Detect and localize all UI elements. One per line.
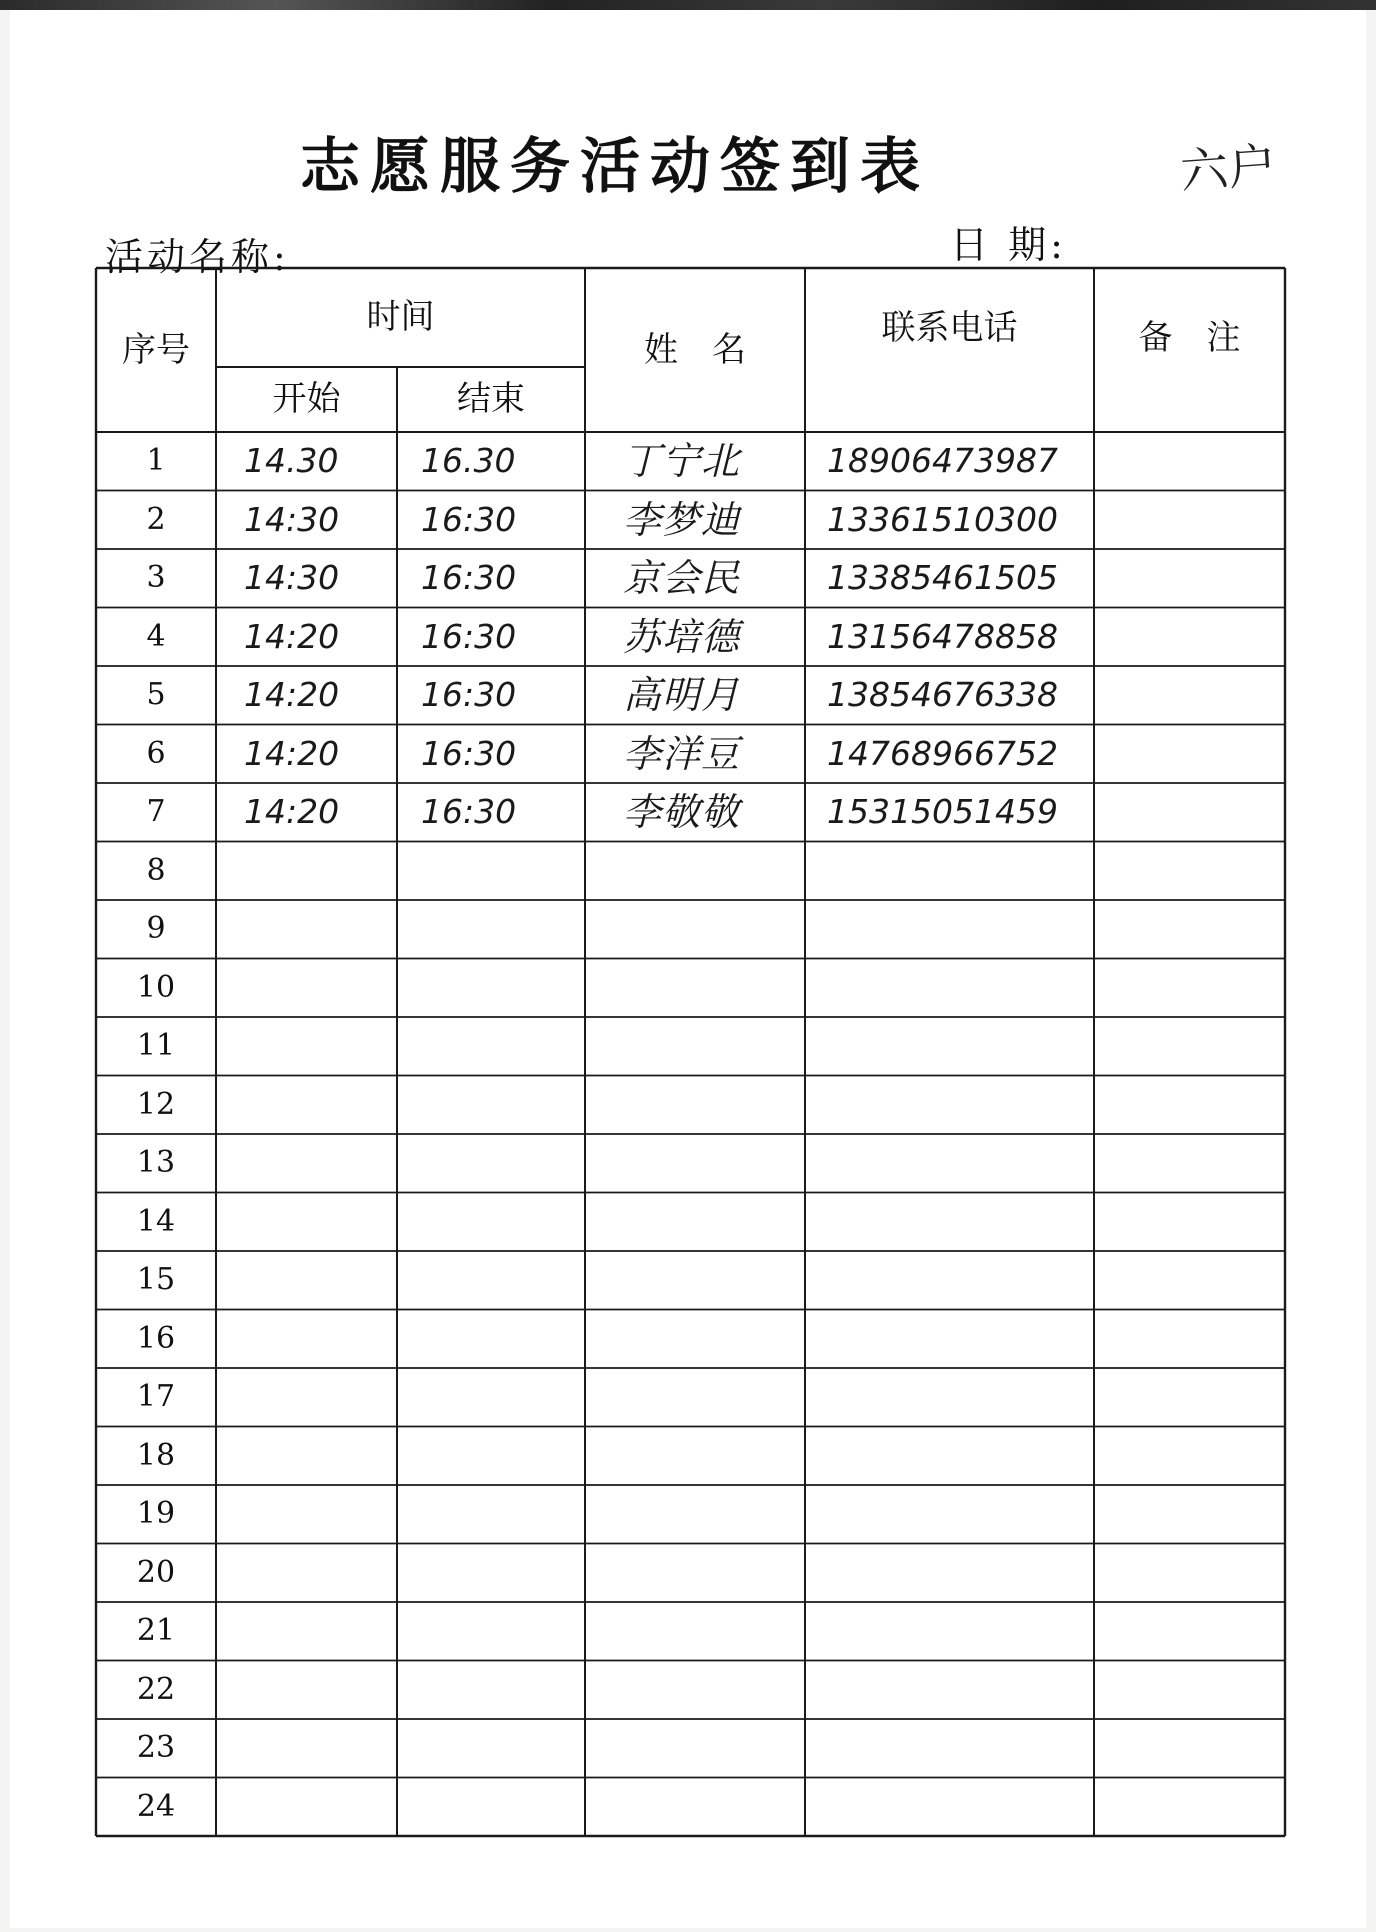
row-phone: 18906473987 — [827, 441, 1058, 480]
row-phone — [827, 1310, 1092, 1369]
row-seq: 4 — [146, 618, 166, 654]
row-remark — [1094, 1719, 1285, 1778]
row-phone — [827, 1368, 1092, 1427]
row-name: 京会民 — [623, 556, 741, 600]
row-remark — [1094, 1602, 1285, 1661]
row-seq: 16 — [136, 1320, 176, 1356]
row-seq: 13 — [136, 1145, 176, 1180]
row-seq: 10 — [136, 969, 176, 1005]
row-name — [623, 1427, 803, 1486]
row-start-time — [244, 1544, 395, 1603]
row-start-time: 14:20 — [244, 792, 340, 831]
row-end-time — [421, 1310, 583, 1369]
row-end-time — [421, 1076, 583, 1135]
row-name — [623, 1719, 803, 1778]
row-start-time — [244, 1134, 395, 1193]
row-start-time: 14:30 — [244, 499, 340, 539]
row-start-time — [244, 1076, 395, 1135]
row-phone: 13156478858 — [827, 616, 1058, 656]
row-name — [623, 842, 803, 901]
row-remark — [1094, 608, 1285, 667]
row-phone — [827, 1544, 1092, 1603]
row-start-time — [244, 1368, 395, 1427]
row-phone — [827, 1427, 1092, 1486]
activity-name-label: 活动名称: — [105, 235, 290, 279]
row-remark — [1094, 1661, 1285, 1720]
row-phone — [827, 1485, 1092, 1544]
row-start-time — [244, 1661, 395, 1720]
row-remark — [1094, 1251, 1285, 1310]
row-seq: 17 — [136, 1379, 176, 1414]
row-phone — [827, 1661, 1092, 1720]
row-name: 高明月 — [623, 673, 741, 717]
handwritten-corner-note: 六户 — [1178, 137, 1279, 201]
row-name — [623, 1778, 803, 1837]
row-phone — [827, 959, 1092, 1018]
row-name — [623, 1485, 803, 1544]
row-remark — [1094, 900, 1285, 959]
header-seq: 序号 — [122, 330, 190, 370]
row-remark — [1094, 842, 1285, 901]
row-name — [623, 900, 803, 959]
form-title: 志愿服务活动签到表 — [300, 132, 930, 202]
row-seq: 22 — [136, 1671, 176, 1707]
row-start-time: 14.30 — [244, 441, 339, 480]
row-seq: 9 — [146, 911, 166, 946]
row-end-time — [421, 900, 583, 959]
row-remark — [1094, 725, 1285, 784]
row-phone — [827, 1602, 1092, 1661]
row-name: 李梦迪 — [623, 497, 741, 542]
row-end-time: 16:30 — [421, 792, 517, 831]
row-end-time — [421, 842, 583, 901]
row-start-time — [244, 1778, 395, 1837]
row-remark — [1094, 959, 1285, 1018]
row-seq: 6 — [146, 735, 166, 771]
row-end-time — [421, 1017, 583, 1076]
row-end-time: 16:30 — [421, 499, 517, 539]
row-seq: 7 — [146, 794, 166, 829]
header-phone: 联系电话 — [881, 308, 1018, 348]
row-end-time: 16:30 — [421, 733, 517, 773]
row-end-time — [421, 1661, 583, 1720]
row-phone — [827, 900, 1092, 959]
row-phone — [827, 1251, 1092, 1310]
row-start-time — [244, 1427, 395, 1486]
row-end-time: 16.30 — [421, 441, 516, 480]
row-phone — [827, 1193, 1092, 1252]
row-start-time — [244, 959, 395, 1018]
row-remark — [1094, 491, 1285, 550]
row-name — [623, 1661, 803, 1720]
row-start-time: 14:30 — [244, 558, 340, 597]
row-phone — [827, 1778, 1092, 1837]
row-phone: 15315051459 — [827, 792, 1058, 831]
row-phone: 13361510300 — [827, 499, 1058, 539]
row-name — [623, 1193, 803, 1252]
row-seq: 24 — [136, 1788, 176, 1824]
row-phone — [827, 1017, 1092, 1076]
row-phone: 13385461505 — [827, 558, 1058, 597]
row-remark — [1094, 1427, 1285, 1486]
row-end-time: 16:30 — [421, 616, 517, 656]
row-end-time — [421, 1602, 583, 1661]
row-name — [623, 1076, 803, 1135]
row-seq: 14 — [136, 1203, 176, 1239]
row-end-time — [421, 1719, 583, 1778]
row-start-time — [244, 1485, 395, 1544]
row-start-time: 14:20 — [244, 616, 340, 656]
row-seq: 8 — [146, 852, 166, 888]
row-start-time — [244, 842, 395, 901]
row-name — [623, 1602, 803, 1661]
row-seq: 12 — [136, 1086, 176, 1122]
row-end-time — [421, 959, 583, 1018]
row-seq: 19 — [136, 1496, 176, 1531]
row-remark — [1094, 666, 1285, 725]
row-seq: 23 — [136, 1730, 176, 1765]
row-end-time — [421, 1193, 583, 1252]
row-end-time — [421, 1251, 583, 1310]
header-name: 姓 名 — [644, 330, 746, 370]
row-seq: 15 — [136, 1262, 176, 1297]
row-end-time — [421, 1544, 583, 1603]
row-start-time — [244, 1017, 395, 1076]
row-end-time — [421, 1368, 583, 1427]
row-seq: 11 — [136, 1028, 176, 1063]
row-remark — [1094, 1544, 1285, 1603]
row-seq: 21 — [136, 1613, 176, 1648]
row-seq: 20 — [136, 1554, 176, 1590]
row-phone — [827, 1076, 1092, 1135]
row-name — [623, 959, 803, 1018]
row-remark — [1094, 432, 1285, 491]
header-start: 开始 — [272, 379, 341, 419]
row-remark — [1094, 1017, 1285, 1076]
row-phone — [827, 1134, 1092, 1193]
header-remark: 备 注 — [1138, 318, 1241, 358]
row-remark — [1094, 1076, 1285, 1135]
row-end-time — [421, 1427, 583, 1486]
header-end: 结束 — [457, 379, 525, 419]
row-start-time — [244, 1251, 395, 1310]
row-end-time: 16:30 — [421, 675, 517, 714]
row-name — [623, 1544, 803, 1603]
row-seq: 3 — [146, 560, 166, 595]
row-end-time — [421, 1485, 583, 1544]
row-start-time — [244, 1310, 395, 1369]
row-remark — [1094, 1310, 1285, 1369]
row-name — [623, 1310, 803, 1369]
row-remark — [1094, 1134, 1285, 1193]
row-seq: 5 — [146, 677, 166, 712]
row-phone — [827, 1719, 1092, 1778]
row-name — [623, 1251, 803, 1310]
row-seq: 2 — [146, 501, 166, 537]
row-seq: 18 — [136, 1437, 176, 1473]
row-start-time — [244, 1193, 395, 1252]
row-end-time — [421, 1134, 583, 1193]
row-phone: 14768966752 — [827, 733, 1058, 773]
date-label: 日 期: — [950, 223, 1067, 267]
row-name: 丁宁北 — [623, 439, 741, 483]
row-remark — [1094, 1193, 1285, 1252]
row-end-time: 16:30 — [421, 558, 517, 597]
row-name — [623, 1017, 803, 1076]
row-end-time — [421, 1778, 583, 1837]
row-start-time — [244, 1719, 395, 1778]
row-start-time: 14:20 — [244, 733, 340, 773]
row-remark — [1094, 1778, 1285, 1837]
row-name — [623, 1134, 803, 1193]
row-name — [623, 1368, 803, 1427]
row-remark — [1094, 549, 1285, 608]
row-start-time: 14:20 — [244, 675, 340, 714]
row-start-time — [244, 1602, 395, 1661]
row-start-time — [244, 900, 395, 959]
row-phone — [827, 842, 1092, 901]
row-name: 苏培德 — [623, 614, 741, 659]
row-name: 李敬敬 — [623, 790, 741, 834]
header-time: 时间 — [366, 297, 435, 337]
row-remark — [1094, 1485, 1285, 1544]
row-name: 李洋豆 — [623, 731, 741, 776]
row-seq: 1 — [146, 443, 166, 478]
row-phone: 13854676338 — [827, 675, 1058, 714]
row-remark — [1094, 783, 1285, 842]
row-remark — [1094, 1368, 1285, 1427]
